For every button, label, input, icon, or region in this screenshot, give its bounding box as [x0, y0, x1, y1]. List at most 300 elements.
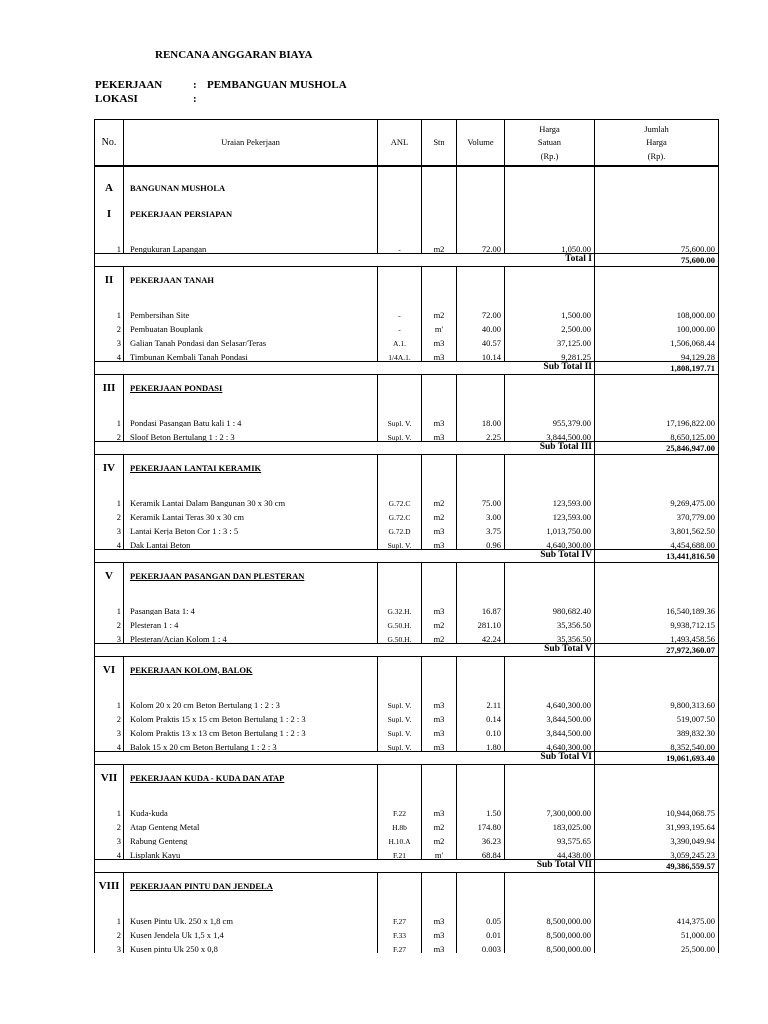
item-anl-code: Supl. V. [378, 695, 422, 709]
empty-cell [422, 293, 457, 305]
item-number: 1 [95, 695, 124, 709]
item-amount: 94,129.28 [595, 347, 719, 362]
item-number: 4 [95, 737, 124, 752]
item-unit: m2 [422, 817, 457, 831]
table-row [95, 709, 719, 723]
item-unit: m2 [422, 831, 457, 845]
empty-cell [457, 481, 505, 493]
empty-cell [505, 227, 595, 239]
empty-cell [457, 375, 505, 402]
subtotal-label: Total I [95, 254, 595, 267]
table-row [95, 413, 719, 427]
item-anl-code: - [378, 239, 422, 254]
empty-cell [595, 375, 719, 402]
item-volume: 1.50 [457, 803, 505, 817]
spacer-row [95, 227, 719, 239]
item-unit-price: 8,500,000.00 [505, 911, 595, 925]
item-amount: 9,800,313.60 [595, 695, 719, 709]
section-number: VIII [95, 873, 124, 900]
table-row [95, 695, 719, 709]
item-amount: 17,196,822.00 [595, 413, 719, 427]
empty-cell [95, 227, 124, 239]
empty-cell [595, 873, 719, 900]
subtotal-amount: 13,441,816.50 [595, 550, 719, 563]
item-description: Kolom 20 x 20 cm Beton Bertulang 1 : 2 : 3 [124, 695, 378, 709]
empty-cell [422, 401, 457, 413]
subtotal-amount: 25,846,947.00 [595, 442, 719, 455]
item-amount: 9,269,475.00 [595, 493, 719, 507]
item-number: 4 [95, 535, 124, 550]
item-anl-code: H.8b [378, 817, 422, 831]
item-number: 3 [95, 629, 124, 644]
header-amount-line2: Harga [646, 137, 667, 148]
empty-cell [378, 267, 422, 294]
item-description: Kuda-kuda [124, 803, 378, 817]
item-unit-price: 35,356.50 [505, 615, 595, 629]
item-volume: 1.80 [457, 737, 505, 752]
empty-cell [95, 293, 124, 305]
empty-cell [422, 791, 457, 803]
empty-cell [595, 589, 719, 601]
lokasi-line [95, 93, 207, 105]
header-unit-price-line2: Satuan [537, 137, 562, 148]
item-volume: 3.00 [457, 507, 505, 521]
item-number: 2 [95, 709, 124, 723]
item-unit-price: 3,844,500.00 [505, 723, 595, 737]
item-volume: 16.87 [457, 601, 505, 615]
empty-cell [505, 791, 595, 803]
item-number: 1 [95, 803, 124, 817]
subtotal-row [95, 550, 719, 563]
item-volume: 0.96 [457, 535, 505, 550]
item-unit: m3 [422, 413, 457, 427]
empty-cell [505, 481, 595, 493]
empty-cell [595, 267, 719, 294]
item-anl-code: F.22 [378, 803, 422, 817]
item-amount: 9,938,712.15 [595, 615, 719, 629]
empty-cell [422, 455, 457, 482]
empty-cell [124, 791, 378, 803]
subtotal-label: Sub Total II [95, 362, 595, 375]
header-no: No. [95, 120, 124, 167]
empty-cell [95, 791, 124, 803]
item-description: Pembuatan Bouplank [124, 319, 378, 333]
item-anl-code: G.32.H. [378, 601, 422, 615]
group-row [95, 176, 719, 201]
header-amount-line3: (Rp). [647, 150, 666, 161]
item-volume: 18.00 [457, 413, 505, 427]
subtotal-label: Sub Total VI [95, 752, 595, 765]
empty-cell [378, 563, 422, 590]
item-anl-code: Supl. V. [378, 413, 422, 427]
item-anl-code: G.50.H. [378, 629, 422, 644]
empty-cell [422, 657, 457, 684]
item-amount: 75,600.00 [595, 239, 719, 254]
item-volume: 0.14 [457, 709, 505, 723]
empty-cell [457, 267, 505, 294]
empty-cell [505, 375, 595, 402]
item-unit: m3 [422, 911, 457, 925]
empty-cell [124, 683, 378, 695]
table-row [95, 817, 719, 831]
item-number: 2 [95, 615, 124, 629]
item-unit-price: 4,640,300.00 [505, 695, 595, 709]
empty-cell [595, 227, 719, 239]
subtotal-label: Sub Total III [95, 442, 595, 455]
subtotal-amount: 1,808,197.71 [595, 362, 719, 375]
item-description: Dak Lantai Beton [124, 535, 378, 550]
empty-cell [595, 657, 719, 684]
item-volume: 10.14 [457, 347, 505, 362]
item-unit: m3 [422, 803, 457, 817]
empty-cell [422, 589, 457, 601]
item-volume: 75.00 [457, 493, 505, 507]
empty-cell [457, 293, 505, 305]
empty-cell [595, 563, 719, 590]
item-anl-code: G.72.C [378, 507, 422, 521]
header-unit-price-line3: (Rp.) [540, 150, 559, 161]
item-unit: m3 [422, 939, 457, 953]
empty-cell [457, 455, 505, 482]
empty-cell [457, 657, 505, 684]
item-unit-price: 980,682.40 [505, 601, 595, 615]
item-volume: 174.80 [457, 817, 505, 831]
item-unit-price: 8,500,000.00 [505, 939, 595, 953]
subtotal-row [95, 442, 719, 455]
subtotal-amount: 19,061,693.40 [595, 752, 719, 765]
header-volume: Volume [457, 120, 505, 167]
item-volume: 281.10 [457, 615, 505, 629]
item-unit: m2 [422, 629, 457, 644]
header-row [95, 120, 719, 167]
empty-cell [422, 683, 457, 695]
item-description: Kolom Praktis 15 x 15 cm Beton Bertulang 1 : 2 : 3 [124, 709, 378, 723]
item-unit: m3 [422, 709, 457, 723]
table-body [95, 166, 719, 953]
spacer-row [95, 899, 719, 911]
item-anl-code: G.50.H. [378, 615, 422, 629]
section-number: II [95, 267, 124, 294]
item-amount: 10,944,068.75 [595, 803, 719, 817]
section-header-row [95, 375, 719, 402]
header-unit-price [505, 120, 595, 167]
section-header-row [95, 563, 719, 590]
spacer-row [95, 166, 719, 176]
item-description: Kusen Pintu Uk. 250 x 1,8 cm [124, 911, 378, 925]
item-anl-code: Supl. V. [378, 427, 422, 442]
empty-cell [505, 401, 595, 413]
section-header-row [95, 455, 719, 482]
item-anl-code: Supl. V. [378, 723, 422, 737]
item-number: 1 [95, 413, 124, 427]
table-row [95, 831, 719, 845]
item-amount: 8,352,540.00 [595, 737, 719, 752]
spacer-row [95, 589, 719, 601]
empty-cell [422, 267, 457, 294]
table-row [95, 347, 719, 362]
item-unit-price: 2,500.00 [505, 319, 595, 333]
item-unit: m3 [422, 347, 457, 362]
empty-cell [378, 589, 422, 601]
pekerjaan-colon: : [193, 79, 197, 91]
empty-cell [124, 899, 378, 911]
empty-cell [457, 401, 505, 413]
lokasi-label: LOKASI [95, 93, 138, 105]
item-amount: 414,375.00 [595, 911, 719, 925]
section-header-row [95, 657, 719, 684]
item-anl-code: Supl. V. [378, 737, 422, 752]
section-title: PEKERJAAN KOLOM, BALOK [124, 657, 378, 684]
section-title: PEKERJAAN TANAH [124, 267, 378, 294]
empty-cell [457, 563, 505, 590]
subtotal-row [95, 644, 719, 657]
item-amount: 3,390,049.94 [595, 831, 719, 845]
section-title: PEKERJAAN PINTU DAN JENDELA [124, 873, 378, 900]
item-amount: 51,000.00 [595, 925, 719, 939]
table-row [95, 521, 719, 535]
empty-cell [505, 589, 595, 601]
item-amount: 8,650,125.00 [595, 427, 719, 442]
table-row [95, 629, 719, 644]
item-number: 1 [95, 305, 124, 319]
empty-cell [505, 455, 595, 482]
item-volume: 0.10 [457, 723, 505, 737]
item-number: 1 [95, 601, 124, 615]
item-amount: 31,993,195.64 [595, 817, 719, 831]
pekerjaan-value: PEMBANGUAN MUSHOLA [207, 79, 347, 91]
table-row [95, 911, 719, 925]
empty-cell [124, 589, 378, 601]
empty-cell [378, 401, 422, 413]
empty-cell [595, 401, 719, 413]
item-unit: m2 [422, 493, 457, 507]
item-amount: 3,801,562.50 [595, 521, 719, 535]
item-anl-code: G.72.D [378, 521, 422, 535]
budget-table [94, 119, 719, 953]
item-unit-price: 4,640,300.00 [505, 535, 595, 550]
empty-cell [95, 401, 124, 413]
empty-cell [378, 455, 422, 482]
group-number: A [95, 176, 124, 201]
item-unit-price: 123,593.00 [505, 493, 595, 507]
empty-cell [457, 201, 505, 227]
empty-cell [457, 899, 505, 911]
item-number: 1 [95, 911, 124, 925]
section-number: V [95, 563, 124, 590]
item-number: 3 [95, 723, 124, 737]
item-anl-code: F.27 [378, 939, 422, 953]
item-number: 2 [95, 817, 124, 831]
item-anl-code: Supl. V. [378, 535, 422, 550]
empty-cell [95, 899, 124, 911]
item-unit-price: 3,844,500.00 [505, 427, 595, 442]
section-number: III [95, 375, 124, 402]
empty-cell [378, 293, 422, 305]
item-unit-price: 8,500,000.00 [505, 925, 595, 939]
item-unit-price: 93,575.65 [505, 831, 595, 845]
empty-cell [457, 227, 505, 239]
empty-cell [595, 683, 719, 695]
item-description: Plesteran 1 : 4 [124, 615, 378, 629]
empty-cell [422, 375, 457, 402]
empty-cell [595, 765, 719, 792]
empty-cell [378, 657, 422, 684]
empty-cell [378, 227, 422, 239]
item-unit-price: 44,438.00 [505, 845, 595, 860]
table-row [95, 803, 719, 817]
item-description: Rabung Genteng [124, 831, 378, 845]
subtotal-row [95, 860, 719, 873]
item-unit: m3 [422, 521, 457, 535]
item-unit: m' [422, 319, 457, 333]
empty-cell [422, 765, 457, 792]
empty-cell [124, 481, 378, 493]
item-anl-code: - [378, 305, 422, 319]
table-row [95, 939, 719, 953]
empty-cell [95, 589, 124, 601]
empty-cell [95, 683, 124, 695]
empty-cell [378, 481, 422, 493]
spacer-row [95, 683, 719, 695]
empty-cell [378, 791, 422, 803]
table-row [95, 737, 719, 752]
item-volume: 42.24 [457, 629, 505, 644]
table-row [95, 305, 719, 319]
item-volume: 2.25 [457, 427, 505, 442]
spacer-row [95, 401, 719, 413]
item-anl-code: F.27 [378, 911, 422, 925]
item-unit-price: 183,025.00 [505, 817, 595, 831]
item-amount: 1,493,458.56 [595, 629, 719, 644]
item-number: 4 [95, 347, 124, 362]
item-anl-code: H.10.A [378, 831, 422, 845]
item-unit-price: 955,379.00 [505, 413, 595, 427]
table-row [95, 239, 719, 254]
lokasi-colon: : [193, 93, 197, 105]
empty-cell [422, 873, 457, 900]
item-unit-price: 1,050.00 [505, 239, 595, 254]
empty-cell [422, 201, 457, 227]
empty-cell [95, 481, 124, 493]
subtotal-amount: 27,972,360.07 [595, 644, 719, 657]
empty-cell [595, 455, 719, 482]
table-row [95, 723, 719, 737]
item-anl-code: F.21 [378, 845, 422, 860]
item-description: Pembersihan Site [124, 305, 378, 319]
subtotal-label: Sub Total V [95, 644, 595, 657]
item-volume: 40.00 [457, 319, 505, 333]
section-title: PEKERJAAN PASANGAN DAN PLESTERAN [124, 563, 378, 590]
item-unit: m2 [422, 615, 457, 629]
item-description: Keramik Lantai Teras 30 x 30 cm [124, 507, 378, 521]
empty-cell [457, 765, 505, 792]
spacer-row [95, 293, 719, 305]
item-volume: 36.23 [457, 831, 505, 845]
empty-cell [595, 899, 719, 911]
section-number: VII [95, 765, 124, 792]
item-unit: m3 [422, 925, 457, 939]
empty-cell [422, 563, 457, 590]
section-title: PEKERJAAN PONDASI [124, 375, 378, 402]
empty-cell [505, 267, 595, 294]
item-anl-code: G.72.C [378, 493, 422, 507]
item-number: 3 [95, 521, 124, 535]
spacer-row [95, 791, 719, 803]
item-volume: 2.11 [457, 695, 505, 709]
item-amount: 370,779.00 [595, 507, 719, 521]
header-description: Uraian Pekerjaan [124, 120, 378, 167]
item-volume: 72.00 [457, 305, 505, 319]
table-row [95, 493, 719, 507]
item-unit-price: 7,300,000.00 [505, 803, 595, 817]
item-number: 3 [95, 939, 124, 953]
empty-cell [505, 683, 595, 695]
item-unit-price: 9,281.25 [505, 347, 595, 362]
item-volume: 0.05 [457, 911, 505, 925]
item-unit: m3 [422, 427, 457, 442]
item-number: 2 [95, 925, 124, 939]
item-anl-code: A.1. [378, 333, 422, 347]
header-anl: ANL [378, 120, 422, 167]
section-title: PEKERJAAN KUDA - KUDA DAN ATAP [124, 765, 378, 792]
item-amount: 389,832.30 [595, 723, 719, 737]
item-anl-code: - [378, 319, 422, 333]
item-unit: m2 [422, 507, 457, 521]
item-unit-price: 1,013,750.00 [505, 521, 595, 535]
empty-cell [505, 873, 595, 900]
pekerjaan-line [95, 79, 347, 91]
item-number: 2 [95, 319, 124, 333]
empty-cell [378, 375, 422, 402]
document-title: RENCANA ANGGARAN BIAYA [155, 49, 313, 61]
item-description: Timbunan Kembali Tanah Pondasi [124, 347, 378, 362]
section-header-row [95, 201, 719, 227]
item-unit-price: 4,640,300.00 [505, 737, 595, 752]
empty-cell [124, 227, 378, 239]
spacer-row [95, 481, 719, 493]
item-description: Sloof Beton Bertulang 1 : 2 : 3 [124, 427, 378, 442]
item-anl-code: Supl. V. [378, 709, 422, 723]
item-unit: m' [422, 845, 457, 860]
subtotal-amount: 49,386,559.57 [595, 860, 719, 873]
empty-cell [378, 683, 422, 695]
empty-cell [505, 201, 595, 227]
empty-cell [378, 899, 422, 911]
subtotal-row [95, 752, 719, 765]
empty-cell [457, 589, 505, 601]
empty-cell [422, 481, 457, 493]
subtotal-amount: 75,600.00 [595, 254, 719, 267]
item-description: Pengukuran Lapangan [124, 239, 378, 254]
item-number: 4 [95, 845, 124, 860]
item-volume: 68.84 [457, 845, 505, 860]
item-description: Plesteran/Acian Kolom 1 : 4 [124, 629, 378, 644]
item-unit-price: 37,125.00 [505, 333, 595, 347]
item-unit-price: 123,593.00 [505, 507, 595, 521]
empty-cell [595, 481, 719, 493]
item-description: Lisplank Kayu [124, 845, 378, 860]
table-row [95, 925, 719, 939]
item-unit: m3 [422, 695, 457, 709]
item-number: 2 [95, 507, 124, 521]
empty-cell [422, 899, 457, 911]
table-row [95, 615, 719, 629]
item-unit: m3 [422, 723, 457, 737]
item-description: Pasangan Bata 1: 4 [124, 601, 378, 615]
item-amount: 3,059,245.23 [595, 845, 719, 860]
item-amount: 4,454,688.00 [595, 535, 719, 550]
table-row [95, 333, 719, 347]
